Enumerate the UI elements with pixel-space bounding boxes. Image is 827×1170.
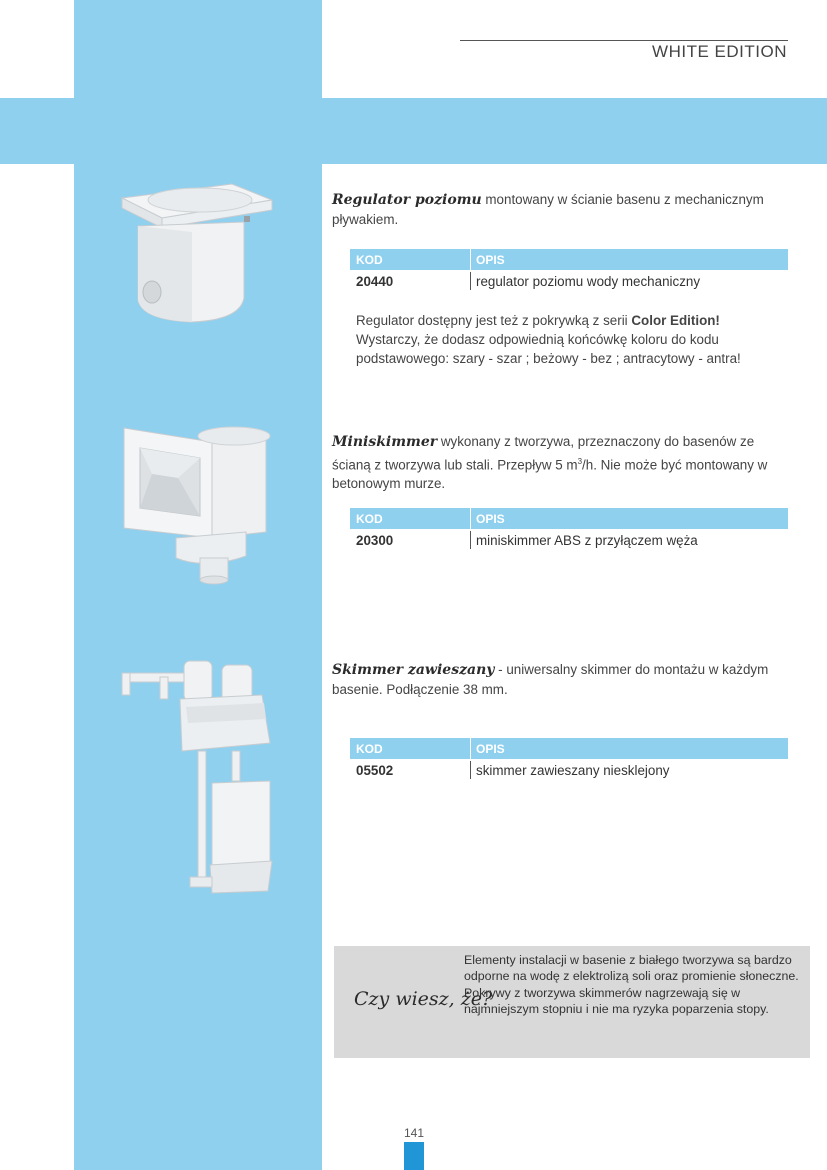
table-row [350,270,788,292]
col-kod-header: KOD [356,742,383,756]
table-row [350,759,788,781]
col-opis-header: OPIS [476,512,505,526]
col-kod-header: KOD [356,253,383,267]
note-bold: Color Edition! [631,313,720,328]
header-blue-band [0,98,827,164]
product-miniskimmer-desc-text-1: wykonany z tworzywa, przeznaczony do basenów ze ścianą z tworzywa lub stali. Przepływ 5 m [332,434,755,473]
kod-value: 05502 [356,763,394,778]
product-regulator-table [350,249,788,292]
level-regulator-icon [112,180,277,330]
did-you-know-box [334,946,810,1058]
opis-value: skimmer zawieszany niesklejony [476,763,670,778]
kod-value: 20300 [356,533,394,548]
product-hanging-skimmer-table [350,738,788,781]
row-separator [470,531,471,549]
did-you-know-text [464,952,799,1018]
product-hanging-skimmer-name: Skimmer zawieszany [332,662,495,678]
table-header [350,508,788,529]
col-kod-header: KOD [356,512,383,526]
table-header [350,249,788,270]
product-hanging-skimmer-description [332,660,797,699]
superscript-3: 3 [577,457,583,466]
note-text-2: Wystarczy, że dodasz odpowiednią końcówkę koloru do kodu podstawowego: szary - szar ; beżowy - bez ; antracytowy - antra! [356,332,741,366]
header-separator [470,738,471,759]
edition-title: WHITE EDITION [652,42,787,61]
kod-value: 20440 [356,274,394,289]
miniskimmer-icon [116,420,276,588]
header-separator [470,508,471,529]
row-separator [470,272,471,290]
did-you-know-title: Czy wiesz, że? [354,988,493,1010]
product-regulator-name: Regulator poziomu [332,192,482,208]
fact-line-2: Pokrywy z tworzywa skimmerów nagrzewają się w najmniejszym stopniu i nie ma ryzyka poparzenia stopy. [464,985,769,1017]
header-separator [470,249,471,270]
product-miniskimmer-name: Miniskimmer [332,434,438,450]
row-separator [470,761,471,779]
color-edition-note [356,311,786,368]
fact-line-1: Elementy instalacji w basenie z białego tworzywa są bardzo odporne na wodę z elektrolizą soli oraz promienie słoneczne. [464,953,799,984]
product-miniskimmer-table [350,508,788,551]
product-miniskimmer-description [332,432,782,493]
table-row [350,529,788,551]
page-number: 141 [404,1126,425,1140]
opis-value: regulator poziomu wody mechaniczny [476,274,701,289]
edition-rule [460,40,788,41]
col-opis-header: OPIS [476,253,505,267]
note-text-1: Regulator dostępny jest też z pokrywką z serii [356,313,632,328]
page-tab-marker [404,1142,424,1170]
opis-value: miniskimmer ABS z przyłączem węża [476,533,698,548]
product-miniskimmer-desc-text-2: /h. Nie może być montowany w betonowym murze. [332,457,768,492]
table-header [350,738,788,759]
product-regulator-desc-text: montowany w ścianie basenu z mechanicznym pływakiem. [332,192,764,227]
product-regulator-description [332,190,792,229]
col-opis-header: OPIS [476,742,505,756]
product-hanging-skimmer-desc-text: - uniwersalny skimmer do montażu w każdym basenie. Podłączenie 38 mm. [332,662,769,697]
hanging-skimmer-icon [112,655,277,900]
